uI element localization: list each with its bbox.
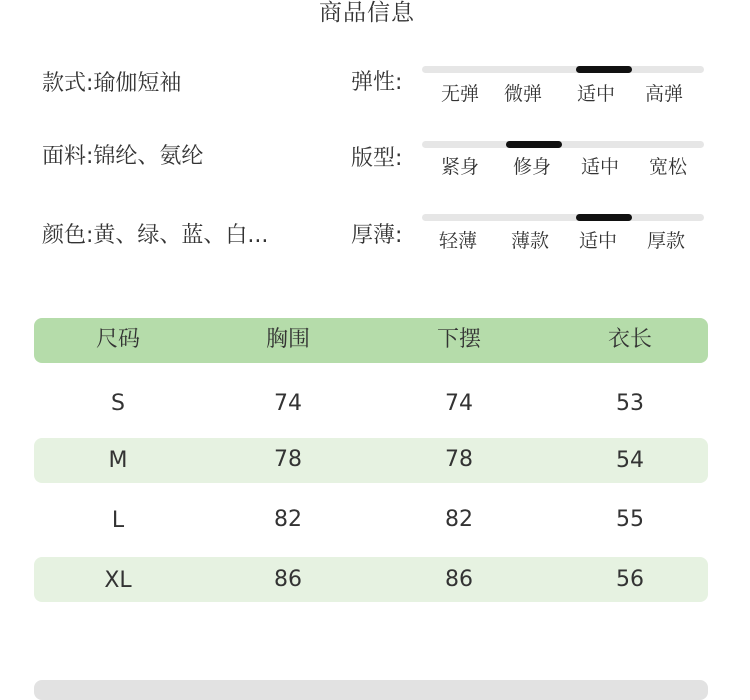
- cell-length: 54: [616, 448, 644, 473]
- scale-option: 微弹: [503, 83, 542, 105]
- table-row: [34, 438, 708, 483]
- attribute-style: [42, 70, 181, 98]
- attribute-value: 锦纶、氨纶: [93, 144, 204, 169]
- scale-marker: [576, 214, 632, 221]
- attribute-value: 瑜伽短袖: [93, 71, 182, 96]
- scale-track-elasticity: [422, 66, 704, 73]
- cell-hem: 86: [445, 567, 473, 592]
- scale-marker: [576, 66, 632, 73]
- attribute-label: 颜色:: [42, 223, 94, 248]
- attribute-fabric: [42, 143, 203, 171]
- attribute-label: 面料:: [42, 144, 94, 169]
- scale-label-thickness: 厚薄:: [351, 223, 403, 248]
- table-row: [34, 381, 708, 426]
- attribute-color: [42, 222, 268, 250]
- cell-chest: 74: [274, 391, 302, 416]
- page-title: 商品信息: [319, 0, 415, 26]
- header-hem: 下摆: [436, 327, 481, 352]
- attribute-label: 款式:: [42, 71, 94, 96]
- scale-option: 修身: [512, 156, 551, 178]
- scale-option: 紧身: [440, 156, 479, 178]
- scale-track-thickness: [422, 214, 704, 221]
- scale-option: 适中: [578, 230, 617, 252]
- scale-option: 薄款: [510, 230, 549, 252]
- attribute-value: 黄、绿、蓝、白...: [93, 223, 269, 248]
- cell-length: 55: [616, 507, 644, 532]
- cell-size: XL: [104, 568, 132, 593]
- scale-track-fit: [422, 141, 704, 148]
- cell-chest: 86: [274, 567, 302, 592]
- scale-option: 轻薄: [438, 230, 477, 252]
- bottom-divider-bar: [34, 680, 708, 700]
- scale-option: 宽松: [648, 156, 687, 178]
- scale-option: 适中: [580, 156, 619, 178]
- cell-hem: 78: [445, 447, 473, 472]
- size-table-header: [34, 318, 708, 363]
- header-size: 尺码: [95, 327, 140, 352]
- scale-option: 适中: [576, 83, 615, 105]
- scale-option: 厚款: [646, 230, 685, 252]
- table-row: [34, 497, 708, 542]
- cell-hem: 74: [445, 391, 473, 416]
- scale-marker: [506, 141, 562, 148]
- cell-size: L: [111, 508, 125, 533]
- cell-hem: 82: [445, 507, 473, 532]
- scale-option: 高弹: [644, 83, 683, 105]
- scale-option: 无弹: [440, 83, 479, 105]
- scale-label-fit: 版型:: [351, 146, 403, 171]
- cell-size: M: [108, 448, 128, 473]
- cell-length: 56: [616, 567, 644, 592]
- header-chest: 胸围: [265, 327, 310, 352]
- cell-chest: 78: [274, 447, 302, 472]
- cell-size: S: [111, 391, 125, 416]
- cell-length: 53: [616, 391, 644, 416]
- table-row: [34, 557, 708, 602]
- cell-chest: 82: [274, 507, 302, 532]
- scale-label-elasticity: 弹性:: [351, 70, 403, 95]
- header-length: 衣长: [607, 327, 652, 352]
